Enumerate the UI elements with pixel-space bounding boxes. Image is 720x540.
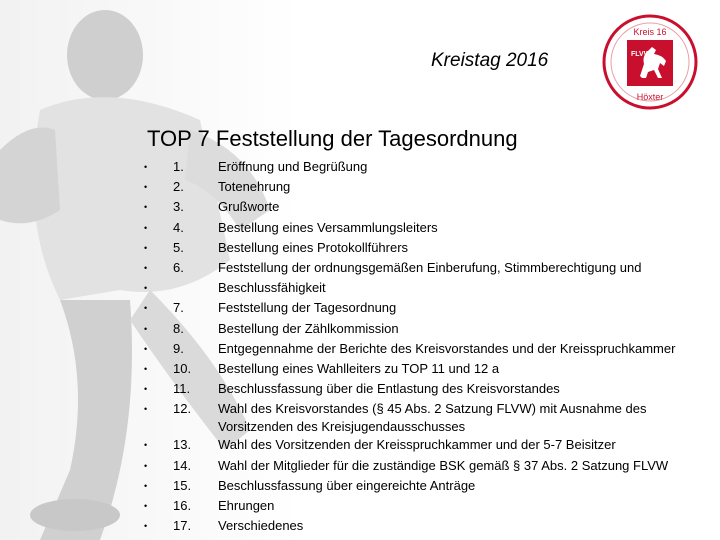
agenda-list bbox=[144, 157, 718, 536]
agenda-item: • 3. Grußworte bbox=[144, 199, 280, 215]
agenda-item: • 8. Bestellung der Zählkommission bbox=[144, 320, 399, 336]
agenda-item: • 13. Wahl des Vorsitzenden der Kreisspruchkammer und der 5-7 Beisitzer bbox=[144, 437, 616, 453]
agenda-item: • 12. Wahl des Kreisvorstandes (§ 45 Abs. 2 Satzung FLVW) mit Ausnahme des Vorsitzenden des Kreisjugendausschusses bbox=[144, 401, 647, 434]
agenda-item: • 10. Bestellung eines Wahlleiters zu TOP 11 und 12 a bbox=[144, 361, 500, 377]
logo-top-text: Kreis 16 bbox=[633, 27, 667, 37]
agenda-item: • 6. Feststellung der ordnungsgemäßen Einberufung, Stimmberechtigung und bbox=[144, 260, 642, 276]
agenda-item: • 2. Totenehrung bbox=[144, 179, 291, 195]
agenda-item: • 14. Wahl der Mitglieder für die zuständige BSK gemäß § 37 Abs. 2 Satzung FLVW bbox=[144, 457, 669, 473]
agenda-item: • 11. Beschlussfassung über die Entlastung des Kreisvorstandes bbox=[144, 381, 560, 397]
agenda-item-continuation: • Beschlussfähigkeit bbox=[144, 280, 326, 296]
flvw-kreis-logo-icon bbox=[600, 14, 700, 110]
agenda-item: • 17. Verschiedenes bbox=[144, 518, 304, 534]
agenda-item: • 4. Bestellung eines Versammlungsleiters bbox=[144, 219, 438, 235]
agenda-item: • 7. Feststellung der Tagesordnung bbox=[144, 300, 397, 316]
agenda-item: • 5. Bestellung eines Protokollführers bbox=[144, 239, 409, 255]
agenda-item: • 15. Beschlussfassung über eingereichte Anträge bbox=[144, 477, 476, 493]
slide-title: TOP 7 Feststellung der Tagesordnung bbox=[147, 126, 518, 151]
agenda-item: • 1. Eröffnung und Begrüßung bbox=[144, 159, 368, 174]
logo-bottom-text: Höxter bbox=[636, 92, 664, 102]
logo-monogram: FLVW bbox=[631, 51, 651, 58]
agenda-item: • 16. Ehrungen bbox=[144, 498, 275, 514]
agenda-item: • 9. Entgegennahme der Berichte des Kreisvorstandes und der Kreisspruchkammer bbox=[144, 340, 676, 356]
presentation-header-title: Kreistag 2016 bbox=[431, 50, 549, 71]
